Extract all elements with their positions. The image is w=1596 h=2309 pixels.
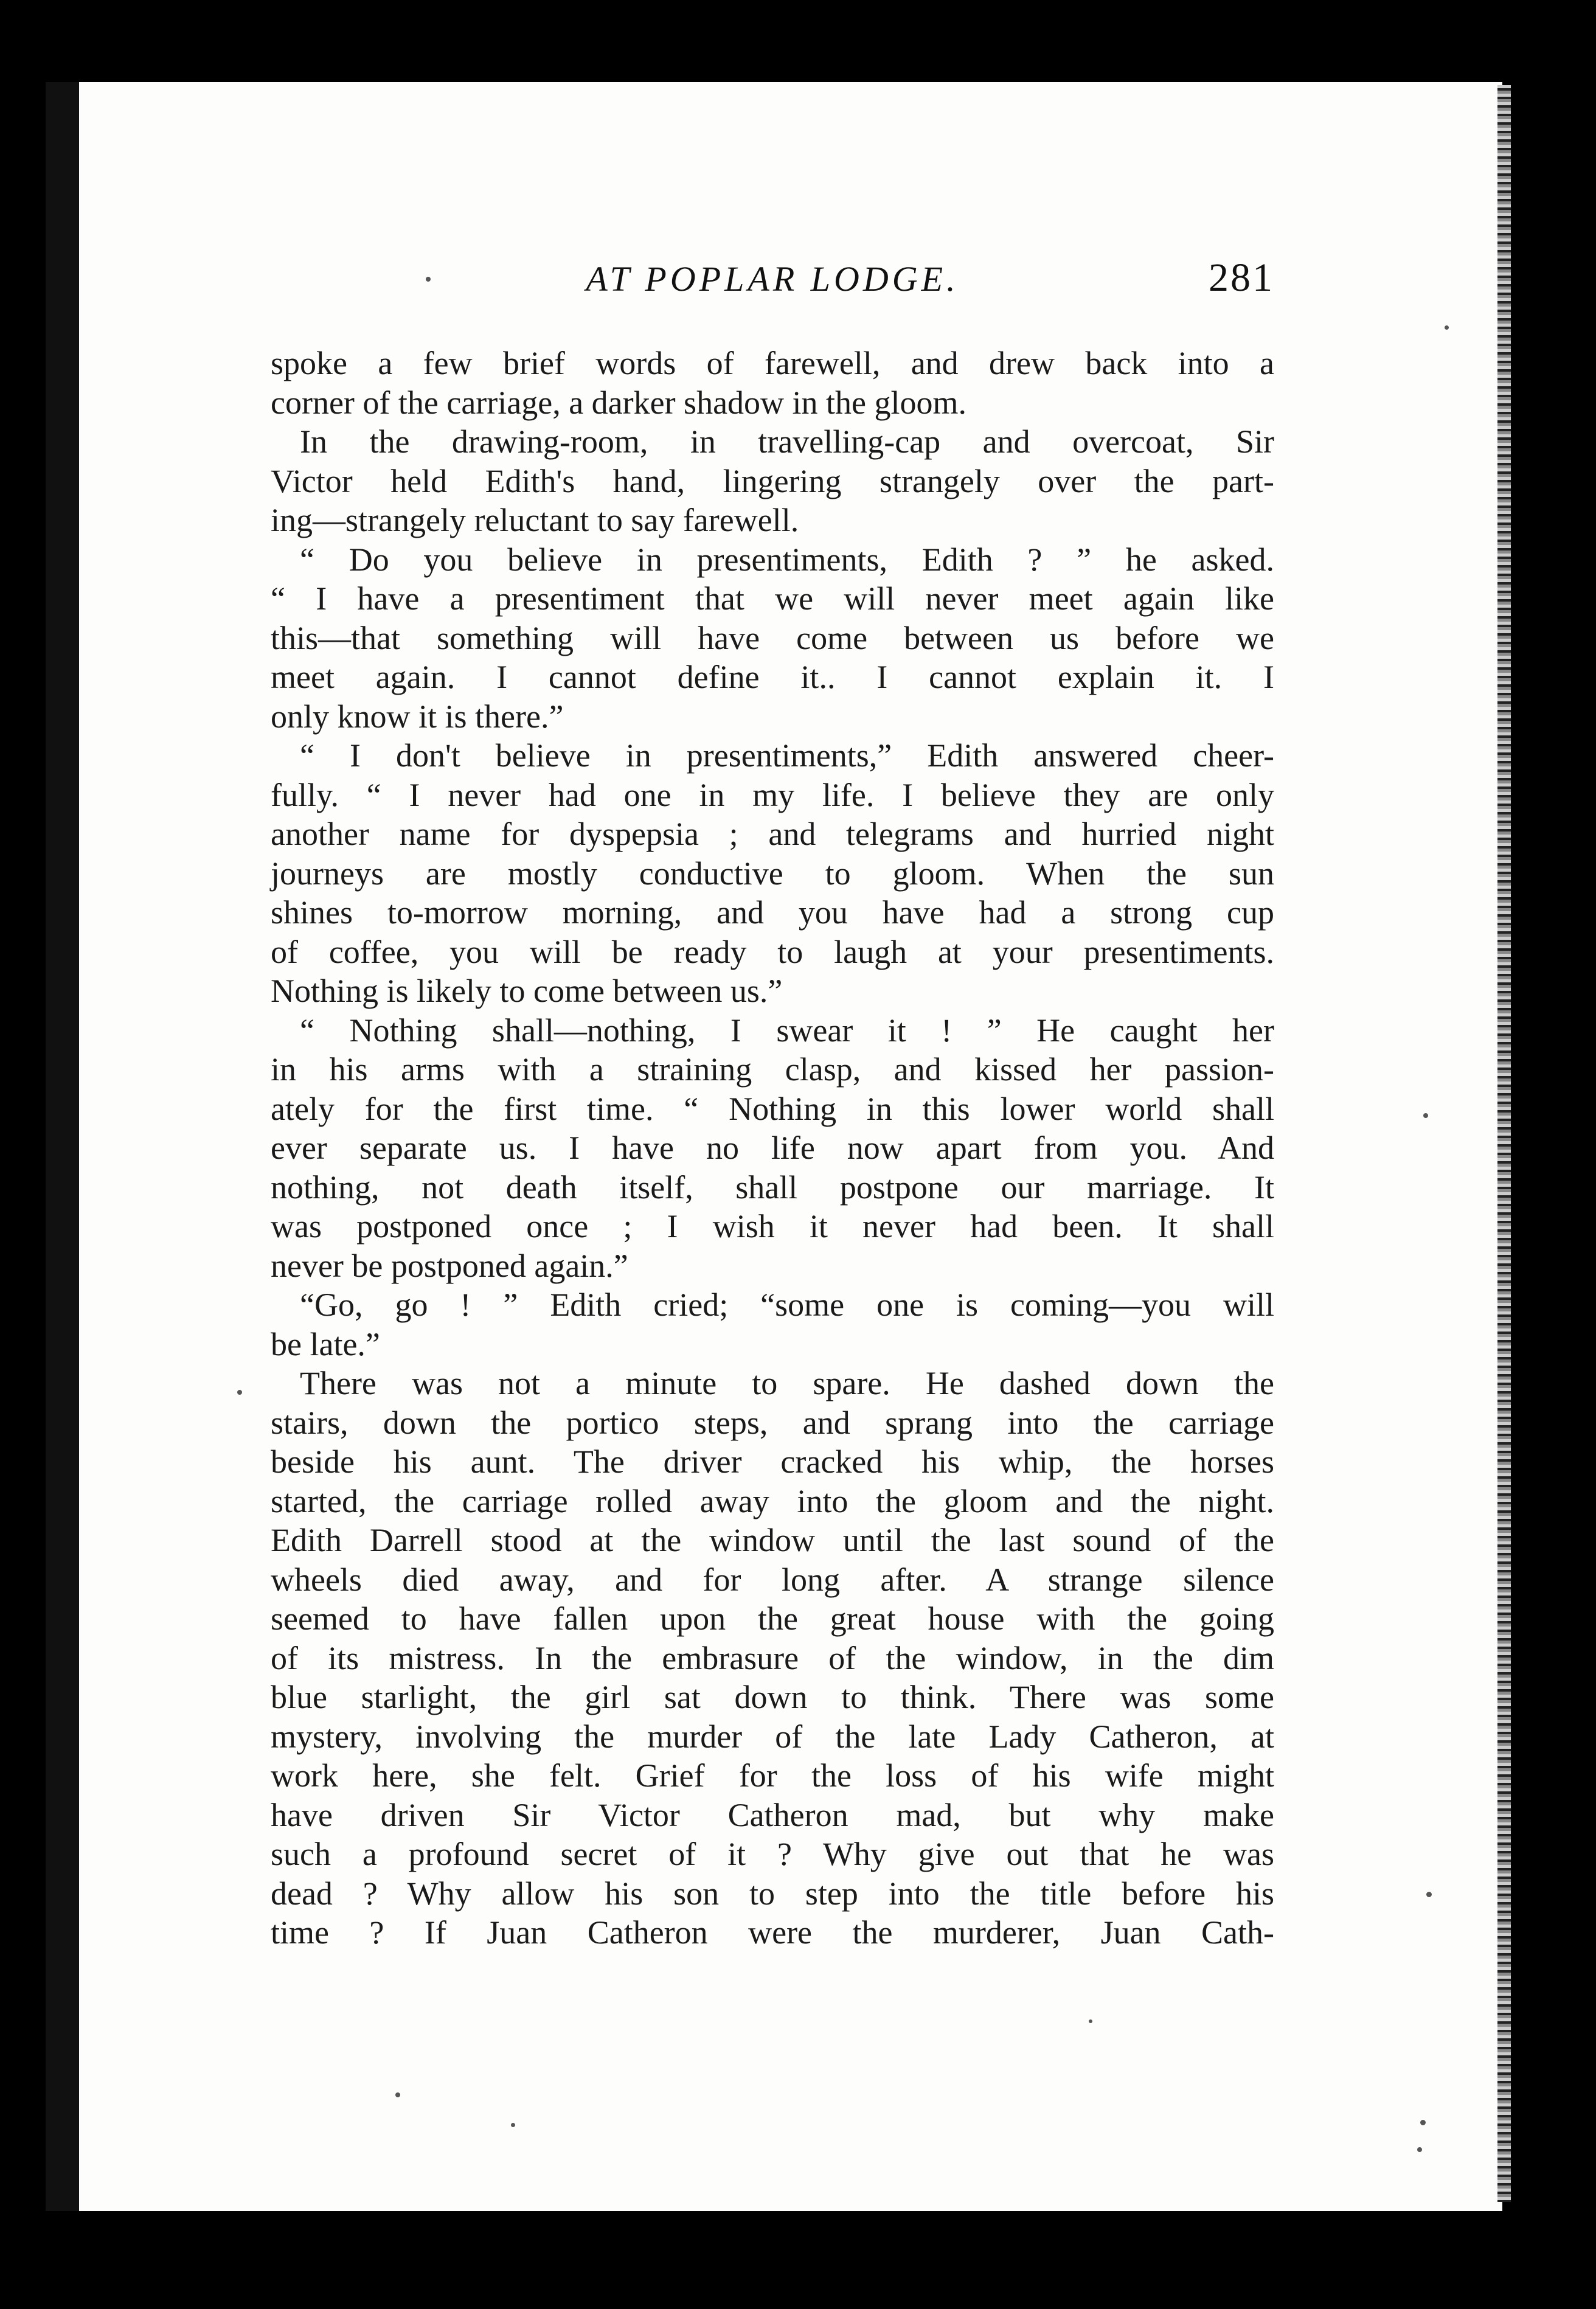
- text-line: wheels died away, and for long after. A strange silence: [271, 1561, 1274, 1598]
- text-line: “ Nothing shall—nothing, I swear it ! ” He caught her: [300, 1012, 1274, 1049]
- text-line: ately for the first time. “ Nothing in this lower world shall: [271, 1090, 1274, 1127]
- body-text: [271, 344, 1274, 1953]
- scan-speck: [1417, 2147, 1422, 2152]
- text-line: of coffee, you will be ready to laugh at your presentiments.: [271, 933, 1274, 970]
- text-line: Edith Darrell stood at the window until the last sound of the: [271, 1522, 1274, 1558]
- page-edges: [1497, 85, 1511, 2202]
- text-line: spoke a few brief words of farewell, and drew back into a: [271, 345, 1274, 381]
- scan-speck: [1445, 325, 1449, 330]
- text-line: ing—strangely reluctant to say farewell.: [271, 502, 799, 538]
- text-line: Nothing is likely to come between us.”: [271, 973, 783, 1009]
- page-header: [271, 255, 1274, 313]
- text-line: only know it is there.”: [271, 698, 564, 735]
- text-line: ever separate us. I have no life now apart from you. And: [271, 1130, 1274, 1166]
- text-line: stairs, down the portico steps, and sprang into the carriage: [271, 1404, 1274, 1441]
- text-line: of its mistress. In the embrasure of the window, in the dim: [271, 1639, 1274, 1676]
- page-number: 281: [1209, 255, 1274, 300]
- scan-speck: [1420, 2120, 1426, 2125]
- text-line: meet again. I cannot define it.. I cannot explain it. I: [271, 659, 1274, 695]
- scan-left-margin: [46, 82, 79, 2211]
- text-line: time ? If Juan Catheron were the murderer, Juan Cath-: [271, 1914, 1274, 1951]
- text-line: journeys are mostly conductive to gloom. When the sun: [271, 855, 1274, 892]
- text-line: started, the carriage rolled away into the gloom and the night.: [271, 1482, 1274, 1519]
- text-line: never be postponed again.”: [271, 1247, 628, 1284]
- text-line: In the drawing-room, in travelling-cap and overcoat, Sir: [300, 423, 1274, 460]
- text-line: corner of the carriage, a darker shadow in the gloom.: [271, 384, 967, 421]
- text-line: “ I don't believe in presentiments,” Edith answered cheer-: [300, 737, 1274, 774]
- running-title: AT POPLAR LODGE.: [586, 259, 959, 299]
- text-line: was postponed once ; I wish it never had been. It shall: [271, 1208, 1274, 1245]
- text-line: in his arms with a straining clasp, and kissed her passion-: [271, 1051, 1274, 1088]
- text-line: “ I have a presentiment that we will never meet again like: [271, 580, 1274, 617]
- scan-speck: [237, 1390, 242, 1395]
- scan-speck: [395, 2092, 400, 2097]
- scan-speck: [1089, 2019, 1092, 2023]
- text-line: blue starlight, the girl sat down to think. There was some: [271, 1679, 1274, 1715]
- text-line: this—that something will have come between us before we: [271, 619, 1274, 656]
- text-line: be late.”: [271, 1325, 380, 1363]
- scan-speck: [1423, 1113, 1428, 1118]
- scan-speck: [511, 2123, 515, 2127]
- scan-speck: [1426, 1892, 1432, 1897]
- text-line: “ Do you believe in presentiments, Edith ? ” he asked.: [300, 541, 1274, 578]
- text-line: have driven Sir Victor Catheron mad, but why make: [271, 1796, 1274, 1833]
- text-line: seemed to have fallen upon the great house with the going: [271, 1600, 1274, 1637]
- text-line: nothing, not death itself, shall postpone our marriage. It: [271, 1168, 1274, 1206]
- text-line: such a profound secret of it ? Why give out that he was: [271, 1836, 1274, 1872]
- scan-speck: [426, 277, 431, 282]
- text-line: fully. “ I never had one in my life. I believe they are only: [271, 776, 1274, 813]
- text-line: beside his aunt. The driver cracked his whip, the horses: [271, 1443, 1274, 1480]
- text-line: work here, she felt. Grief for the loss of his wife might: [271, 1757, 1274, 1794]
- text-line: dead ? Why allow his son to step into the title before his: [271, 1875, 1274, 1912]
- text-line: mystery, involving the murder of the late Lady Catheron, at: [271, 1718, 1274, 1755]
- text-line: “Go, go ! ” Edith cried; “some one is coming—you will: [300, 1286, 1274, 1323]
- text-line: another name for dyspepsia ; and telegrams and hurried night: [271, 816, 1274, 852]
- text-line: There was not a minute to spare. He dashed down the: [300, 1365, 1274, 1401]
- text-line: Victor held Edith's hand, lingering strangely over the part-: [271, 462, 1274, 499]
- text-line: shines to-morrow morning, and you have had a strong cup: [271, 894, 1274, 931]
